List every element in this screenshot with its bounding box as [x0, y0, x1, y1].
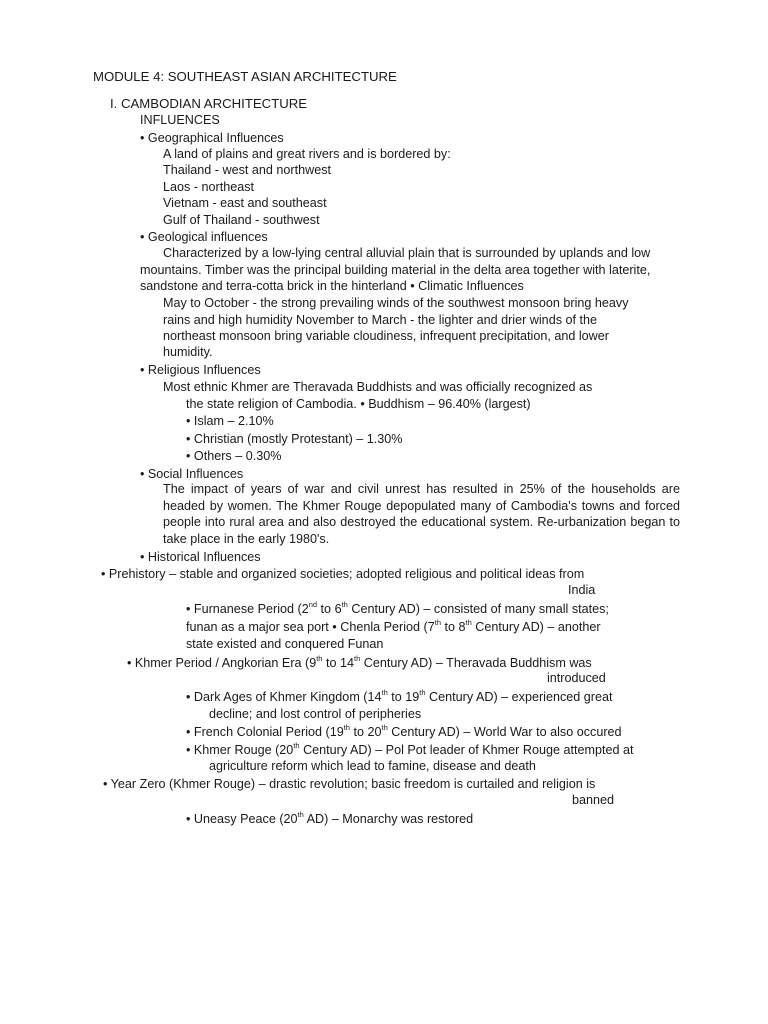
khmer-period: • Khmer Period / Angkorian Era (9th to 14th Century AD) – Theravada Buddhism was — [127, 653, 592, 670]
geographical-heading: • Geographical Influences — [140, 131, 284, 145]
khmer-rouge: • Khmer Rouge (20th Century AD) – Pol Pot leader of Khmer Rouge attempted at — [186, 740, 634, 757]
religious-text: Most ethnic Khmer are Theravada Buddhists and was officially recognized as — [163, 380, 593, 394]
climatic-text: May to October - the strong prevailing winds of the southwest monsoon bring heavy — [163, 296, 629, 310]
year-zero: • Year Zero (Khmer Rouge) – drastic revolution; basic freedom is curtailed and religion is — [103, 777, 596, 791]
french-colonial: • French Colonial Period (19th to 20th Century AD) – World War to also occured — [186, 722, 622, 739]
border-item: Laos - northeast — [163, 180, 255, 194]
year-zero-end: banned — [572, 793, 615, 807]
historical-heading: • Historical Influences — [140, 550, 261, 564]
geographical-intro: A land of plains and great rivers and is bordered by: — [163, 147, 451, 161]
social-heading: • Social Influences — [140, 467, 244, 481]
chenla-period-cont: state existed and conquered Funan — [186, 637, 384, 651]
climatic-text: rains and high humidity November to March - the lighter and drier winds of the — [163, 313, 597, 327]
prehistory-text: • Prehistory – stable and organized societies; adopted religious and political ideas from — [101, 567, 585, 581]
dark-ages: • Dark Ages of Khmer Kingdom (14th to 19th Century AD) – experienced great — [186, 687, 613, 704]
geological-text: mountains. Timber was the principal building material in the delta area together with laterite, — [140, 263, 651, 277]
uneasy-peace: • Uneasy Peace (20th AD) – Monarchy was restored — [186, 809, 474, 826]
religious-heading: • Religious Influences — [140, 363, 261, 377]
religion-item: • Islam – 2.10% — [186, 414, 274, 428]
khmer-rouge-cont: agriculture reform which lead to famine, disease and death — [209, 759, 536, 773]
prehistory-text-end: India — [568, 583, 596, 597]
khmer-period-end: introduced — [547, 671, 606, 685]
climatic-text: northeast monsoon bring variable cloudiness, infrequent precipitation, and lower — [163, 329, 609, 343]
religious-text: the state religion of Cambodia. • Buddhism – 96.40% (largest) — [186, 397, 531, 411]
border-item: Vietnam - east and southeast — [163, 196, 327, 210]
religion-item: • Christian (mostly Protestant) – 1.30% — [186, 432, 403, 446]
module-title: MODULE 4: SOUTHEAST ASIAN ARCHITECTURE — [93, 69, 397, 84]
geological-text: Characterized by a low-lying central alluvial plain that is surrounded by uplands and low — [163, 246, 651, 260]
border-item: Thailand - west and northwest — [163, 163, 332, 177]
border-item: Gulf of Thailand - southwest — [163, 213, 320, 227]
geological-text: sandstone and terra-cotta brick in the hinterland • Climatic Influences — [140, 279, 524, 293]
chenla-period: funan as a major sea port • Chenla Period (7th to 8th Century AD) – another — [186, 617, 601, 634]
religion-item: • Others – 0.30% — [186, 449, 282, 463]
climatic-text: humidity. — [163, 345, 213, 359]
social-paragraph: The impact of years of war and civil unrest has resulted in 25% of the households are headed by women. The Khmer Rouge depopulated many of Cambodia's towns and forced people into rural area and also destroyed the educational system. Re-urbanization began to take place in the early 1980's. — [163, 482, 680, 546]
funanese-period: • Furnanese Period (2nd to 6th Century AD) – consisted of many small states; — [186, 599, 609, 616]
dark-ages-cont: decline; and lost control of peripheries — [209, 707, 422, 721]
section-title: I. CAMBODIAN ARCHITECTURE — [110, 96, 308, 111]
geological-heading: • Geological influences — [140, 230, 268, 244]
influences-heading: INFLUENCES — [140, 113, 220, 127]
